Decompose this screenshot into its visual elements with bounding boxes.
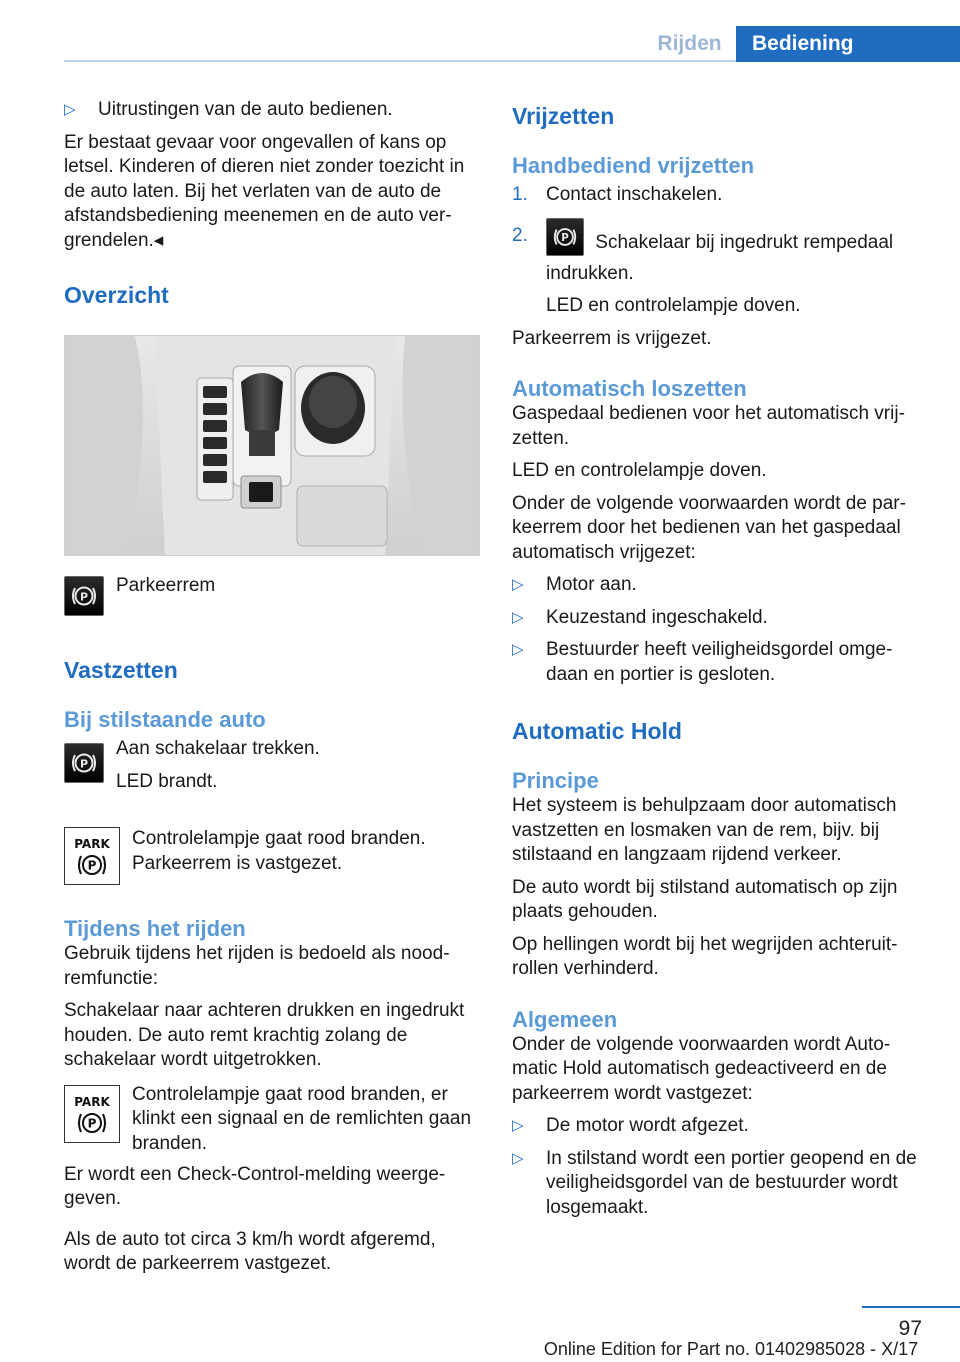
right-column: [512, 98, 928, 1228]
bullet-text: Uitrustingen van de auto bedienen.: [98, 99, 393, 120]
bullet-text: Motor aan.: [546, 574, 637, 595]
heading-automatisch-loszetten: Automatisch loszetten: [512, 376, 747, 401]
bullet-text: De motor wordt afgezet.: [546, 1115, 749, 1136]
park-indicator-icon: [64, 1085, 120, 1143]
console-drawing: [65, 336, 480, 556]
triangle-right-icon: ▷: [512, 1117, 524, 1134]
bullet-item: [512, 606, 928, 631]
heading-handbediend-vrijzetten: Handbediend vrijzetten: [512, 153, 755, 178]
svg-text:P: P: [79, 757, 89, 771]
parkeerrem-label: Parkeerrem: [116, 575, 216, 596]
heading-vastzetten: Vastzetten: [64, 657, 178, 683]
svg-text:P: P: [561, 232, 569, 244]
park-indicator-block-2: [64, 1083, 480, 1163]
page-number: 97: [898, 1317, 922, 1340]
heading-vrijzetten: Vrijzetten: [512, 103, 615, 129]
principe-paragraph-1: Het systeem is behulpzaam door automatisch vastzetten en losmaken van de rem, bijv. bij stilstaand en langzaam rijdend verkeer.: [512, 795, 897, 865]
stilstaand-line-2: LED brandt.: [116, 770, 218, 792]
bullet-item: [64, 98, 480, 123]
footer-rule: [862, 1306, 960, 1308]
step-1-text: Contact inschakelen.: [546, 184, 723, 205]
auto-paragraph-2: LED en controlelampje doven.: [512, 460, 767, 481]
vrij-result: Parkeerrem is vrijgezet.: [512, 327, 712, 349]
triangle-right-icon: ▷: [512, 641, 524, 658]
principe-paragraph-3: Op hellingen wordt bij het wegrijden achteruitrollen verhinderd.: [512, 933, 898, 979]
auto-paragraph-3: Onder de volgende voorwaarden wordt de parkeerrem door het bedienen van het gaspedaal automatisch vrijgezet:: [512, 492, 906, 563]
svg-text:P: P: [87, 858, 97, 873]
bullet-text: In stilstand wordt een portier geopend en de veiligheidsgordel van de bestuurder wordt losgemaakt.: [546, 1147, 917, 1218]
parking-brake-icon: [546, 218, 584, 256]
parking-brake-icon: [64, 576, 104, 616]
bullet-text: Bestuurder heeft veiligheidsgordel omgedaan en portier is gesloten.: [546, 639, 893, 685]
heading-automatic-hold: Automatic Hold: [512, 718, 682, 744]
triangle-right-icon: ▷: [64, 101, 76, 118]
svg-text:PARK: PARK: [74, 837, 110, 851]
park-indicator-text-2: Controlelampje gaat rood branden, er klinkt een signaal en de remlichten gaan branden.: [132, 1083, 472, 1154]
svg-text:PARK: PARK: [74, 1094, 110, 1109]
heading-principe: Principe: [512, 768, 599, 793]
bullet-text: Keuzestand ingeschakeld.: [546, 606, 768, 628]
rijden-paragraph-1: Gebruik tijdens het rijden is bedoeld als noodremfunctie:: [64, 943, 450, 989]
park-indicator-icon: [64, 827, 120, 885]
auto-paragraph-1: Gaspedaal bedienen voor het automatisch vrijzetten.: [512, 403, 905, 449]
bullet-item: [512, 1114, 928, 1139]
step-2-sub: LED en controlelampje doven.: [546, 295, 801, 316]
triangle-right-icon: ▷: [512, 608, 524, 626]
heading-algemeen: Algemeen: [512, 1006, 618, 1032]
bullet-item: [512, 573, 928, 598]
left-column: [64, 98, 480, 1285]
svg-text:P: P: [79, 590, 89, 604]
heading-overzicht: Overzicht: [64, 282, 169, 308]
warning-text: Er bestaat gevaar voor ongevallen of kans op letsel. Kinderen of dieren niet zonder toezicht in de auto laten. Bij het verlaten van de auto de afstandsbediening meenemen en de auto vergrendelen.◂: [64, 131, 465, 251]
algemeen-paragraph-1: Onder de volgende voorwaarden wordt Automatic Hold automatisch gedeactiveerd en de parkeerrem wordt vastgezet:: [512, 1033, 891, 1104]
step-2-number: 2.: [512, 224, 528, 246]
stilstaand-text: [116, 737, 320, 802]
triangle-right-icon: ▷: [512, 1149, 524, 1167]
park-indicator-text-1: Controlelampje gaat rood branden. Parkeerrem is vastgezet.: [132, 828, 426, 874]
edition-line: Online Edition for Part no. 01402985028 - X/17: [543, 1339, 919, 1359]
step-2: [512, 224, 928, 287]
parkeerrem-legend: [64, 576, 480, 618]
stilstaand-line-1: Aan schakelaar trekken.: [116, 738, 320, 759]
parking-brake-icon: [64, 743, 104, 783]
step-1-number: 1.: [512, 184, 528, 205]
rijden-paragraph-2: Schakelaar naar achteren drukken en ingedrukt houden. De auto remt krachtig zolang de schakelaar wordt uitgetrokken.: [64, 1000, 465, 1070]
bullet-item: [512, 1147, 928, 1221]
heading-tijdens-het-rijden: Tijdens het rijden: [64, 916, 246, 941]
step-1: [512, 183, 928, 208]
header-tab-bediening[interactable]: Bediening: [736, 26, 960, 62]
triangle-right-icon: ▷: [512, 576, 524, 593]
parking-brake-console-illustration: [64, 335, 480, 556]
park-indicator-block-1: [64, 827, 480, 885]
speed-note: Als de auto tot circa 3 km/h wordt afgeremd, wordt de parkeerrem vastgezet.: [64, 1228, 436, 1274]
step-2-text: Schakelaar bij ingedrukt rempedaal indrukken.: [546, 231, 894, 284]
header-tab-rijden[interactable]: Rijden: [657, 32, 722, 55]
check-control-text: Er wordt een Check-Control-melding weergegeven.: [64, 1163, 446, 1209]
stilstaand-block: [64, 737, 480, 801]
bullet-item: [512, 638, 928, 687]
heading-stilstaande-auto: Bij stilstaande auto: [64, 707, 266, 732]
principe-paragraph-2: De auto wordt bij stilstand automatisch op zijn plaats gehouden.: [512, 876, 898, 922]
svg-text:P: P: [87, 1116, 97, 1130]
